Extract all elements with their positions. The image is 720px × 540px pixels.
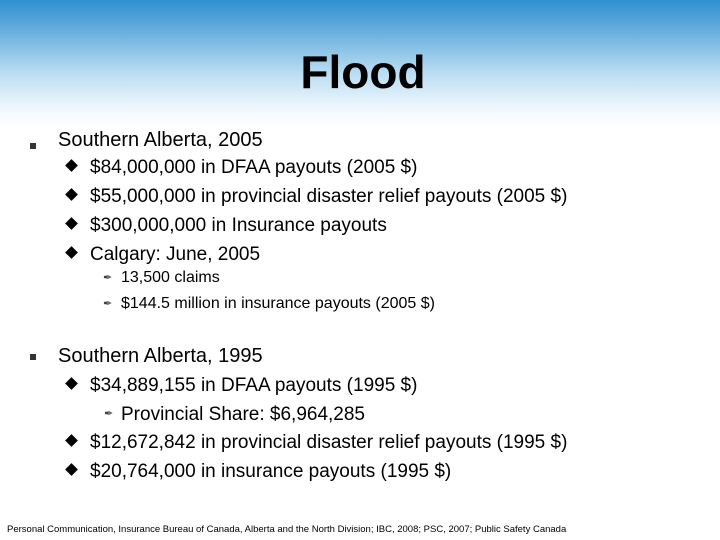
list-item: $84,000,000 in DFAA payouts (2005 $) <box>90 157 418 178</box>
list-item: $34,889,155 in DFAA payouts (1995 $) <box>90 375 418 396</box>
bullet-diamond-icon <box>65 377 78 390</box>
bullet-diamond-icon <box>65 159 78 172</box>
list-item: $12,672,842 in provincial disaster relief payouts (1995 $) <box>90 432 568 453</box>
list-subitem: $144.5 million in insurance payouts (2005 $) <box>121 295 435 312</box>
bullet-diamond-icon <box>65 188 78 201</box>
list-item: $55,000,000 in provincial disaster relief payouts (2005 $) <box>90 186 568 207</box>
bullet-diamond-icon <box>65 434 78 447</box>
footer-citation: Personal Communication, Insurance Bureau of Canada, Alberta and the North Division; IBC, 2008; PSC, 2007; Public Safety Canada <box>7 524 567 535</box>
list-item: Calgary: June, 2005 <box>90 244 261 265</box>
list-subitem: Provincial Share: $6,964,285 <box>121 404 365 425</box>
bullet-pen-icon: ✒ <box>103 298 113 310</box>
bullet-pen-icon: ✒ <box>104 408 114 420</box>
bullet-diamond-icon <box>65 217 78 230</box>
list-subitem: 13,500 claims <box>121 269 220 286</box>
section-bullet <box>30 354 36 360</box>
section-heading: Southern Alberta, 2005 <box>58 129 263 151</box>
bullet-diamond-icon <box>65 463 78 476</box>
section-bullet <box>30 143 36 149</box>
section-heading: Southern Alberta, 1995 <box>58 345 263 367</box>
bullet-pen-icon: ✒ <box>103 272 113 284</box>
bullet-diamond-icon <box>65 246 78 259</box>
list-item: $300,000,000 in Insurance payouts <box>90 215 387 236</box>
list-item: $20,764,000 in insurance payouts (1995 $) <box>90 461 452 482</box>
slide-title: Flood <box>300 46 426 98</box>
